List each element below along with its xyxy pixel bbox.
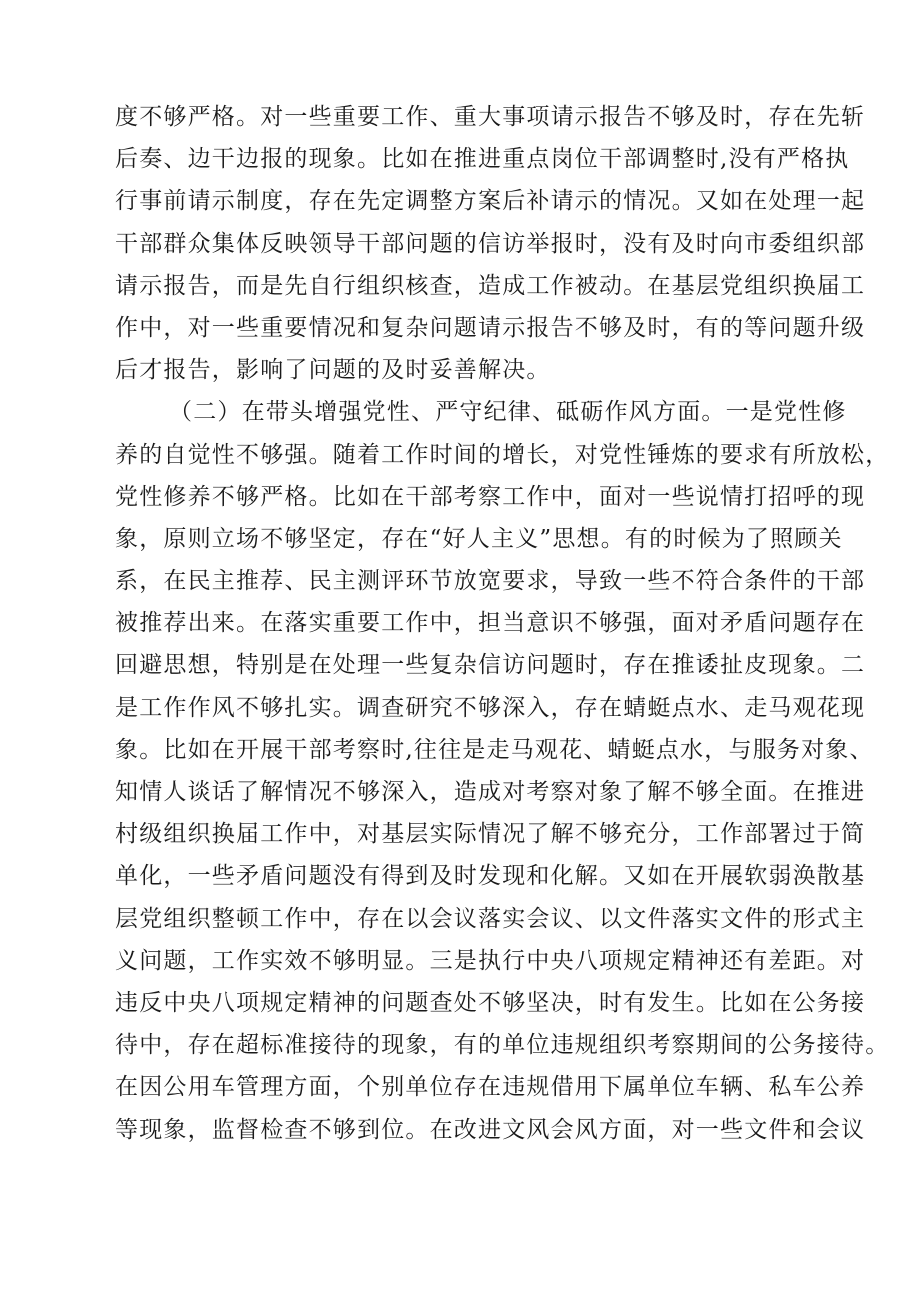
text-line: 是工作作风不够扎实。调查研究不够深入，存在蜻蜓点水、走马观花现 bbox=[115, 694, 866, 721]
text-line: 后才报告，影响了问题的及时妥善解决。 bbox=[115, 357, 551, 384]
text-line: 象。比如在开展干部考察时,往往是走马观花、蜻蜓点水，与服务对象、 bbox=[115, 736, 874, 763]
text-line: 回避思想，特别是在处理一些复杂信访问题时，存在推诿扯皮现象。二 bbox=[115, 652, 866, 679]
text-line: 单化，一些矛盾问题没有得到及时发现和化解。又如在开展软弱涣散基 bbox=[115, 863, 866, 890]
text-line: 层党组织整顿工作中，存在以会议落实会议、以文件落实文件的形式主 bbox=[115, 905, 866, 932]
text-line: 被推荐出来。在落实重要工作中，担当意识不够强，面对矛盾问题存在 bbox=[115, 610, 866, 637]
text-line: 后奏、边干边报的现象。比如在推进重点岗位干部调整时,没有严格执 bbox=[115, 146, 850, 173]
text-line: 待中，存在超标准接待的现象，有的单位违规组织考察期间的公务接待。 bbox=[115, 1032, 890, 1059]
text-line: 等现象，监督检查不够到位。在改进文风会风方面，对一些文件和会议 bbox=[115, 1116, 866, 1143]
text-line: 义问题，工作实效不够明显。三是执行中央八项规定精神还有差距。对 bbox=[115, 947, 866, 974]
text-line: 违反中央八项规定精神的问题查处不够坚决，时有发生。比如在公务接 bbox=[115, 989, 866, 1016]
text-line: 党性修养不够严格。比如在干部考察工作中，面对一些说情打招呼的现 bbox=[115, 483, 866, 510]
text-line: 系，在民主推荐、民主测评环节放宽要求，导致一些不符合条件的干部 bbox=[115, 568, 866, 595]
body-text bbox=[115, 96, 890, 1151]
section-heading-line: （二）在带头增强党性、严守纪律、砥砺作风方面。一是党性修 bbox=[169, 399, 847, 426]
text-line: 知情人谈话了解情况不够深入，造成对考察对象了解不够全面。在推进 bbox=[115, 779, 866, 805]
text-line: 度不够严格。对一些重要工作、重大事项请示报告不够及时，存在先斩 bbox=[115, 104, 866, 130]
text-line: 在因公用车管理方面，个别单位存在违规借用下属单位车辆、私车公养 bbox=[115, 1074, 866, 1101]
text-line: 养的自觉性不够强。随着工作时间的增长，对党性锤炼的要求有所放松， bbox=[115, 441, 890, 468]
text-line: 村级组织换届工作中，对基层实际情况了解不够充分，工作部署过于简 bbox=[115, 821, 866, 848]
text-line: 象，原则立场不够坚定，存在“好人主义”思想。有的时候为了照顾关 bbox=[115, 525, 843, 552]
text-line: 干部群众集体反映领导干部问题的信访举报时，没有及时向市委组织部 bbox=[115, 230, 866, 257]
text-line: 作中，对一些重要情况和复杂问题请示报告不够及时，有的等问题升级 bbox=[115, 314, 866, 341]
paragraph-section-two bbox=[115, 391, 890, 1150]
text-line: 行事前请示制度，存在先定调整方案后补请示的情况。又如在处理一起 bbox=[115, 188, 866, 215]
text-line: 请示报告，而是先自行组织核查，造成工作被动。在基层党组织换届工 bbox=[115, 272, 866, 299]
paragraph-continued bbox=[115, 96, 866, 391]
